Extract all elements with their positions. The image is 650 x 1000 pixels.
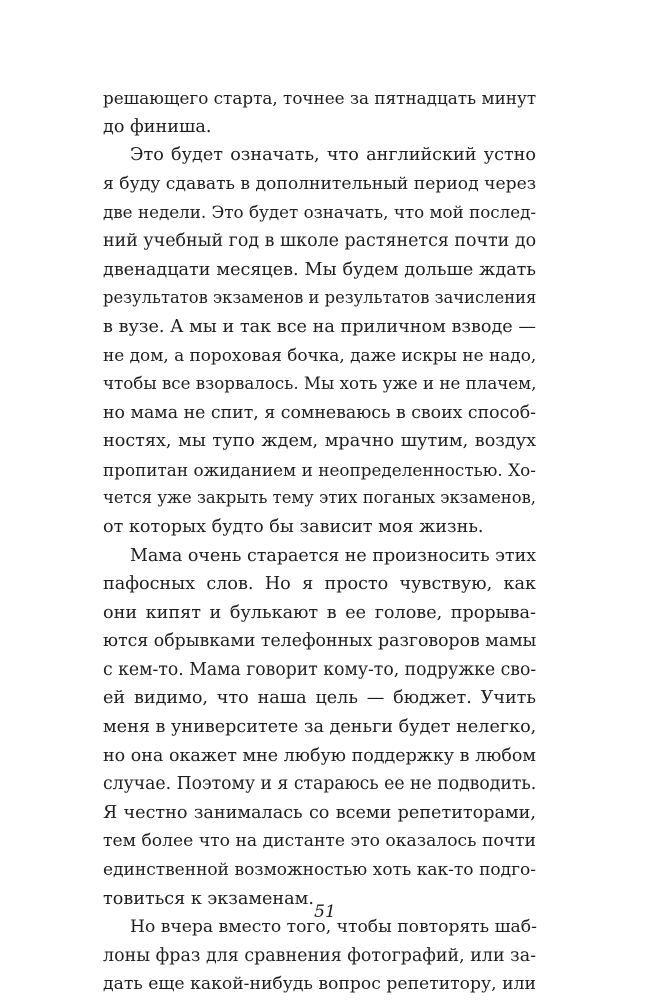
text-line: тем более что на дистанте это оказалось почти (103, 831, 536, 852)
text-line: пафосных слов. Но я просто чувствую, как (103, 574, 536, 595)
text-line: до финиша. (103, 116, 212, 137)
text-line: но мама не спит, я сомневаюсь в своих способ- (103, 402, 536, 423)
text-line: не дом, а пороховая бочка, даже искры не надо, (103, 345, 537, 366)
page-number: 51 (314, 902, 336, 922)
text-line: ностях, мы тупо ждем, мрачно шутим, воздух (103, 431, 536, 452)
text-line: случае. Поэтому и я стараюсь ее не подводить. (103, 774, 537, 795)
text-line: двенадцати месяцев. Мы будем дольше ждать (103, 259, 536, 280)
text-line: от которых будто бы зависит моя жизнь. (103, 516, 484, 537)
body-text (103, 84, 536, 999)
text-line: Мама очень старается не произносить этих (130, 545, 537, 566)
text-line: пропитан ожиданием и неопределенностью. Хо- (103, 459, 536, 480)
text-line: Я честно занималась со всеми репетиторами, (103, 802, 536, 823)
text-line: с кем-то. Мама говорит кому-то, подружке сво- (103, 659, 537, 680)
text-line: ются обрывками телефонных разговоров мамы (103, 631, 537, 652)
text-line: меня в университете за деньги будет нелегко, (103, 717, 537, 738)
text-line: Но вчера вместо того, чтобы повторять шаб- (130, 917, 537, 938)
text-line: в вузе. А мы и так все на приличном взводе — (103, 316, 536, 337)
text-line: решающего старта, точнее за пятнадцать минут (103, 88, 537, 108)
text-line: Это будет означать, что английский устно (130, 145, 536, 166)
text-line: ний учебный год в школе растянется почти до (103, 230, 537, 251)
text-line: результатов экзаменов и результатов зачисления (103, 288, 537, 308)
text-line: лоны фраз для сравнения фотографий, или за- (103, 945, 536, 966)
text-line: ей видимо, что наша цель — бюджет. Учить (103, 688, 536, 709)
text-line: дать еще какой-нибудь вопрос репетитору, или (103, 974, 536, 995)
text-line: две недели. Это будет означать, что мой послед- (103, 202, 536, 223)
text-line: чется уже закрыть тему этих поганых экзаменов, (103, 488, 536, 508)
text-line: чтобы все взорвалось. Мы хоть уже и не плачем, (103, 373, 537, 393)
text-line: я буду сдавать в дополнительный период через (103, 173, 537, 194)
text-line: товиться к экзаменам. (103, 888, 314, 909)
text-line: единственной возможностью хоть как-то подго- (103, 860, 536, 881)
text-line: они кипят и булькают в ее голове, прорыва- (103, 602, 536, 623)
text-line: но она окажет мне любую поддержку в любом (103, 745, 536, 766)
